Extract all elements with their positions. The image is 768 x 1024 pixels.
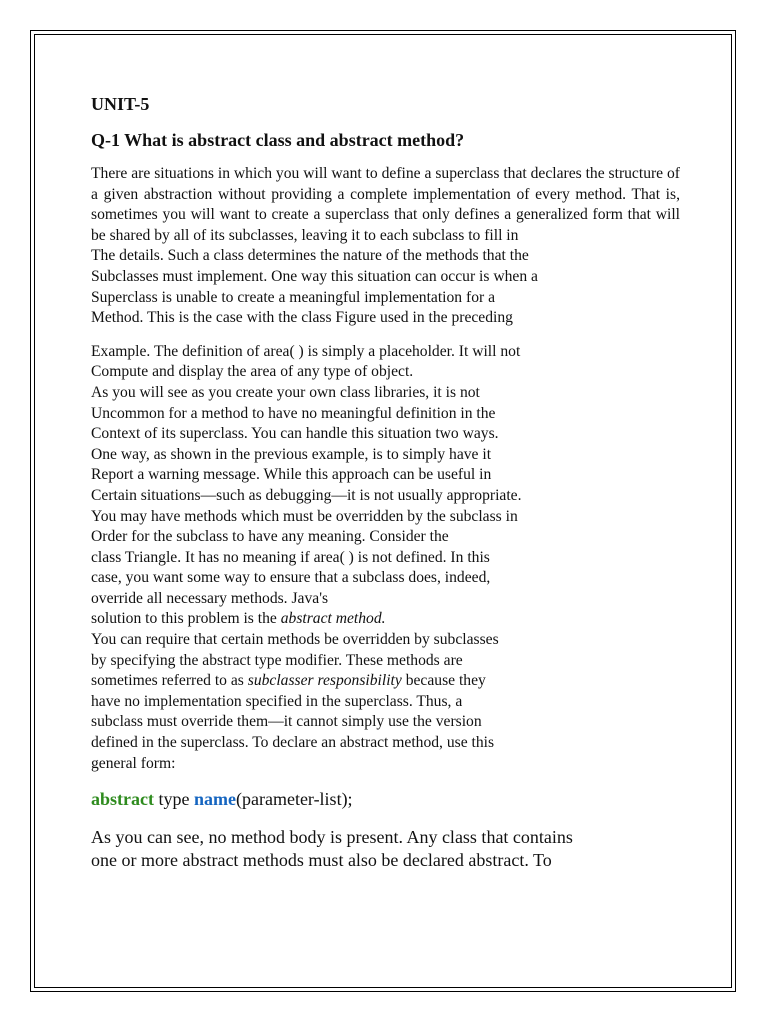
text-line: defined in the superclass. To declare an abstract method, use this xyxy=(91,734,495,752)
text-line: Compute and display the area of any type of object. xyxy=(91,363,414,381)
text-line: Uncommon for a method to have no meaningful definition in the xyxy=(91,404,496,422)
text-line: class Triangle. It has no meaning if area( ) is not defined. In this xyxy=(91,548,490,566)
text-line: subclass must override them—it cannot simply use the version xyxy=(91,713,482,731)
text-line: one or more abstract methods must also be declared abstract. To xyxy=(91,849,552,870)
abstract-method-term: abstract method. xyxy=(280,610,386,628)
syntax-type: type xyxy=(153,789,194,810)
text-line: Example. The definition of area( ) is simply a placeholder. It will not xyxy=(91,342,521,360)
subclasser-responsibility-term: subclasser responsibility xyxy=(247,672,402,690)
text-line: Report a warning message. While this approach can be useful in xyxy=(91,466,492,484)
abstract-keyword: abstract xyxy=(91,789,154,810)
text-fragment: solution to this problem is the xyxy=(91,610,281,628)
text-line: have no implementation specified in the superclass. Thus, a xyxy=(91,692,463,710)
text-line: The details. Such a class determines the nature of the methods that the xyxy=(91,247,529,265)
text-line: case, you want some way to ensure that a subclass does, indeed, xyxy=(91,569,491,587)
abstract-method-syntax xyxy=(91,787,691,811)
subclasser-line xyxy=(91,671,691,692)
text-line: You may have methods which must be overridden by the subclass in xyxy=(91,507,518,525)
text-line: Subclasses must implement. One way this situation can occur is when a xyxy=(91,267,538,285)
unit-title: UNIT-5 xyxy=(91,94,150,114)
text-line: One way, as shown in the previous example, is to simply have it xyxy=(91,445,492,463)
syntax-params: (parameter-list); xyxy=(235,789,353,810)
name-keyword: name xyxy=(193,789,236,810)
text-line: Order for the subclass to have any meaning. Consider the xyxy=(91,528,449,546)
paragraph-block-2 xyxy=(91,246,691,328)
question-heading: Q-1 What is abstract class and abstract method? xyxy=(91,130,465,150)
closing-paragraph xyxy=(91,826,691,871)
intro-paragraph: There are situations in which you will want to define a superclass that declares the structure of a given abstraction without providing a complete implementation of every method. That is, sometimes you will want to create a superclass that only defines a generalized form that will be shared by all of its subclasses, leaving it to each subclass to fill in xyxy=(91,165,680,244)
paragraph-block-3 xyxy=(91,342,691,774)
text-line: As you can see, no method body is present. Any class that contains xyxy=(91,827,573,848)
document-content xyxy=(91,92,691,871)
text-line: Context of its superclass. You can handle this situation two ways. xyxy=(91,425,499,443)
text-line: by specifying the abstract type modifier. These methods are xyxy=(91,651,463,669)
text-line: Method. This is the case with the class Figure used in the preceding xyxy=(91,309,513,327)
text-line: As you will see as you create your own class libraries, it is not xyxy=(91,383,480,401)
abstract-method-line xyxy=(91,609,691,630)
text-fragment: sometimes referred to as xyxy=(91,672,248,690)
text-line: Certain situations—such as debugging—it is not usually appropriate. xyxy=(91,486,522,504)
text-line: Superclass is unable to create a meaningful implementation for a xyxy=(91,288,495,306)
text-line: You can require that certain methods be overridden by subclasses xyxy=(91,631,499,649)
text-fragment: because they xyxy=(401,672,486,690)
text-line: override all necessary methods. Java's xyxy=(91,589,329,607)
text-line: general form: xyxy=(91,754,176,772)
